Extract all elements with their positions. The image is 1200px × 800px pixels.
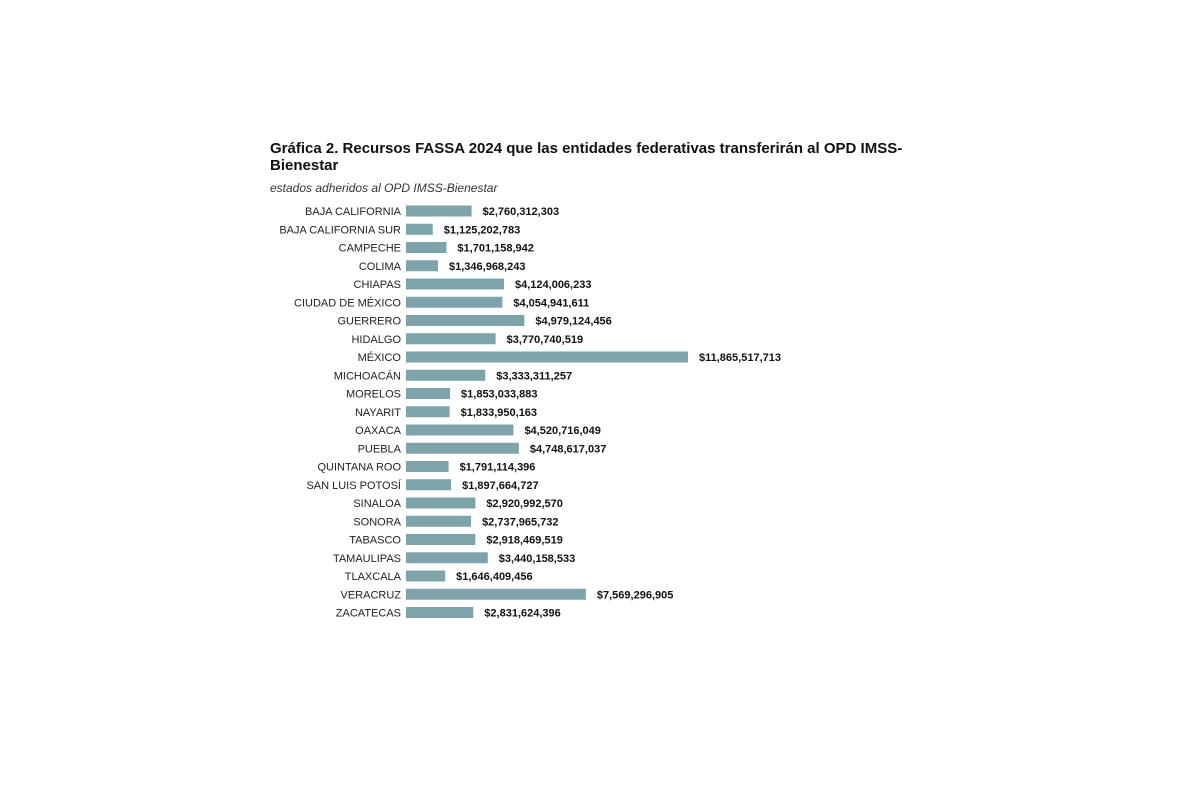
bar	[406, 352, 688, 363]
bar	[406, 589, 586, 600]
bar	[406, 461, 449, 472]
bar	[406, 370, 485, 381]
value-label: $2,831,624,396	[484, 607, 561, 620]
category-label: NAYARIT	[354, 406, 401, 419]
bar	[406, 206, 472, 217]
bar	[406, 607, 473, 618]
category-label: OAXACA	[355, 425, 401, 437]
value-label: $11,865,517,713	[699, 352, 781, 364]
value-label: $1,125,202,783	[443, 224, 521, 237]
chart-subtitle: estados adheridos al OPD IMSS-Bienestar	[270, 181, 498, 195]
value-label: $1,701,158,942	[457, 242, 534, 255]
category-label: TABASCO	[349, 534, 401, 547]
category-label: PUEBLA	[357, 443, 401, 456]
value-label: $3,440,158,533	[498, 552, 576, 565]
bar	[406, 498, 475, 509]
bar	[406, 406, 450, 417]
bar	[406, 552, 488, 563]
category-label: CIUDAD DE MÉXICO	[294, 297, 401, 310]
value-label: $2,760,312,303	[482, 206, 560, 218]
category-label: TAMAULIPAS	[332, 552, 401, 565]
value-label: $2,918,469,519	[486, 534, 563, 547]
value-label: $4,054,941,611	[513, 297, 590, 310]
value-label: $3,333,311,257	[496, 370, 573, 383]
bar	[406, 242, 446, 253]
category-label: BAJA CALIFORNIA	[305, 206, 401, 218]
value-label: $4,124,006,233	[515, 279, 592, 291]
chart-title: Gráfica 2. Recursos FASSA 2024 que las entidades federativas transferirán al OPD IMSS-Bienestar	[270, 140, 903, 174]
category-label: QUINTANA ROO	[317, 461, 401, 474]
bar	[406, 333, 496, 344]
category-label: MÉXICO	[357, 352, 401, 364]
value-label: $1,791,114,396	[459, 461, 536, 474]
category-label: GUERRERO	[337, 315, 401, 328]
value-label: $7,569,296,905	[596, 589, 674, 602]
category-label: BAJA CALIFORNIA SUR	[279, 224, 401, 237]
value-label: $4,748,617,037	[529, 443, 607, 456]
bar	[406, 516, 471, 527]
bar	[406, 479, 451, 490]
bar	[406, 388, 450, 399]
value-label: $2,920,992,570	[486, 498, 563, 510]
category-label: SINALOA	[353, 498, 401, 510]
value-label: $1,853,033,883	[461, 388, 538, 401]
bar	[406, 425, 513, 436]
category-label: MORELOS	[345, 388, 401, 401]
category-label: CHIAPAS	[353, 279, 401, 291]
category-label: SONORA	[353, 516, 401, 529]
category-label: SAN LUIS POTOSÍ	[306, 479, 401, 492]
category-label: ZACATECAS	[335, 607, 401, 620]
category-label: COLIMA	[358, 260, 401, 273]
value-label: $1,346,968,243	[449, 260, 526, 273]
category-label: HIDALGO	[351, 333, 401, 346]
bar	[406, 443, 519, 454]
category-label: CAMPECHE	[338, 242, 401, 255]
category-label: TLAXCALA	[344, 571, 401, 583]
value-label: $4,520,716,049	[524, 425, 601, 437]
category-label: MICHOACÁN	[333, 370, 401, 383]
value-label: $3,770,740,519	[506, 333, 584, 346]
bar	[406, 534, 475, 545]
bar	[406, 571, 445, 582]
category-label: VERACRUZ	[340, 589, 401, 602]
bar	[406, 260, 438, 271]
value-label: $2,737,965,732	[482, 516, 559, 529]
bar	[406, 297, 502, 308]
bar	[406, 279, 504, 290]
bar	[406, 224, 433, 235]
value-label: $1,833,950,163	[460, 406, 538, 419]
value-label: $1,897,664,727	[462, 479, 539, 492]
bar	[406, 315, 524, 326]
value-label: $4,979,124,456	[535, 315, 612, 328]
value-label: $1,646,409,456	[456, 571, 533, 583]
